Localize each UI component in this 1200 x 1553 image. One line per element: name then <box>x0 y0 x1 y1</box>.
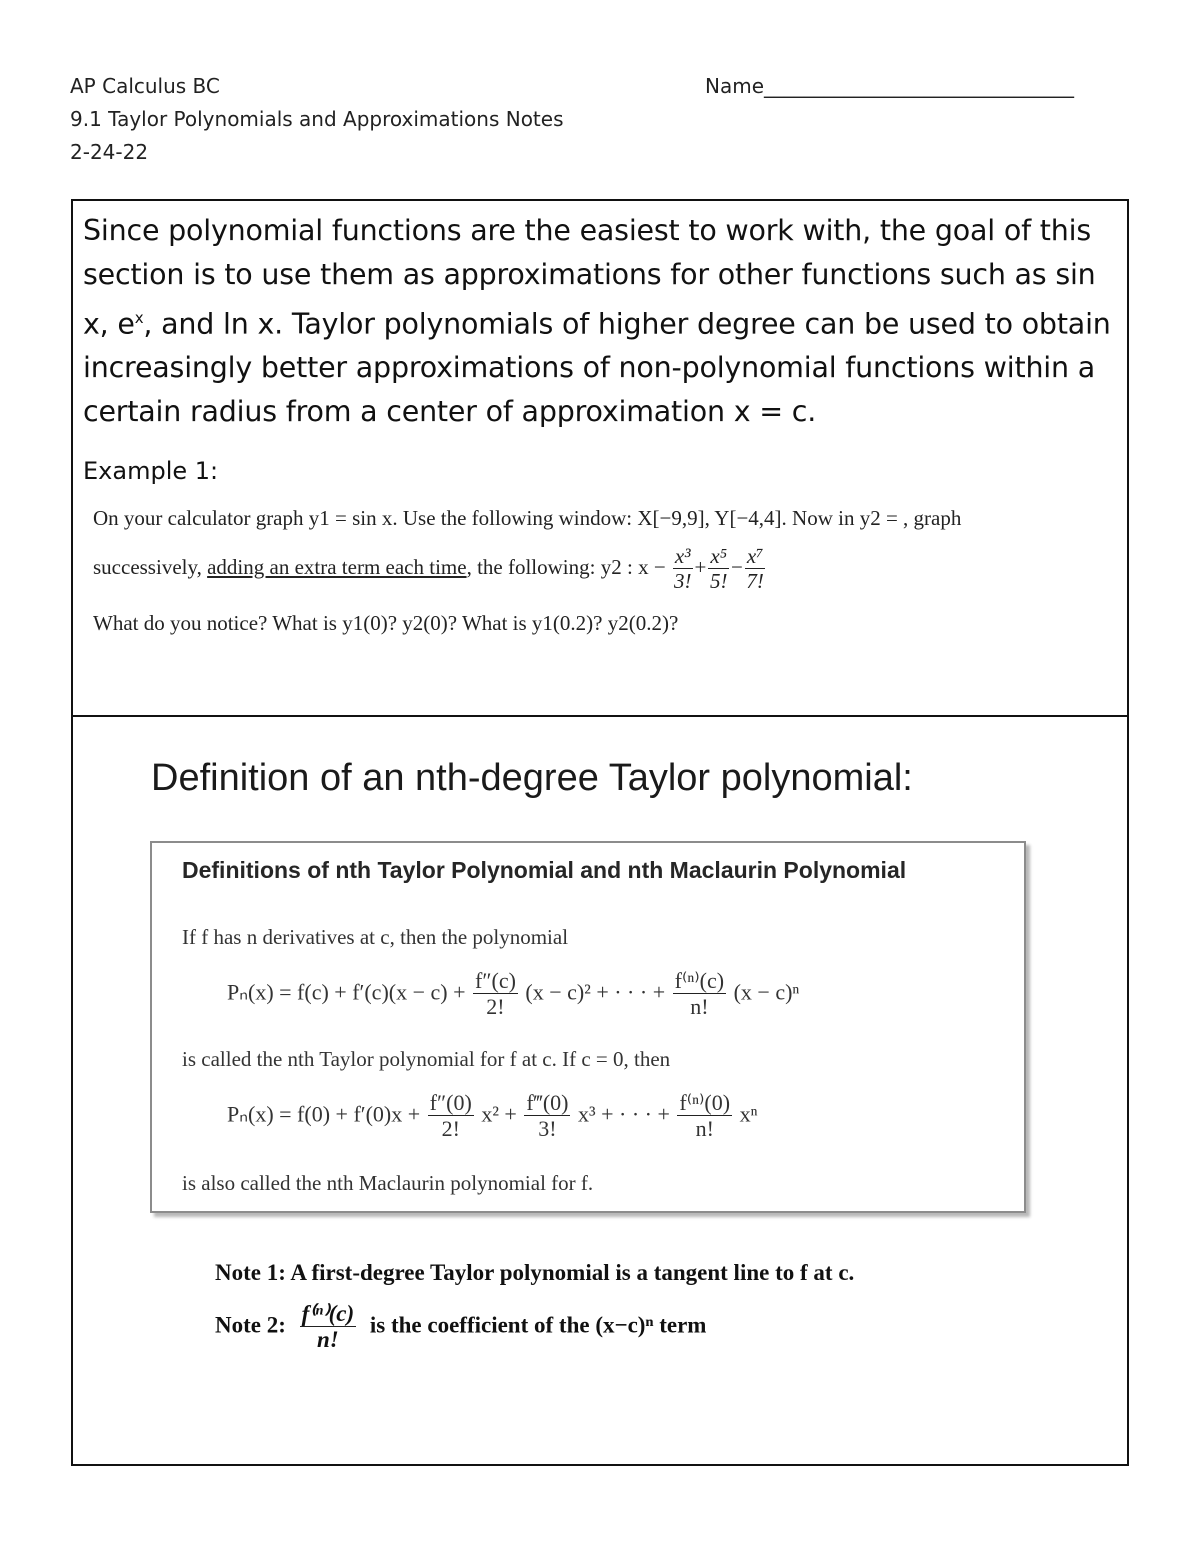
term-numerator: x⁵ <box>710 544 728 568</box>
definition-box <box>71 715 1129 1466</box>
example-line-3: What do you notice? What is y1(0)? y2(0)? What is y1(0.2)? y2(0.2)? <box>93 611 679 635</box>
definition-card-heading: Definitions of nth Taylor Polynomial and nth Maclaurin Polynomial <box>182 857 907 883</box>
definition-title: Definition of an nth-degree Taylor polynomial: <box>151 757 913 799</box>
term-denominator: 3! <box>673 569 692 594</box>
course-title: AP Calculus BC <box>70 74 220 98</box>
frac-denominator: n! <box>690 994 709 1020</box>
note-1: Note 1: A first-degree Taylor polynomial is a tangent line to f at c. <box>215 1260 855 1285</box>
term-operator: + <box>694 554 707 579</box>
term-numerator: x³ <box>674 544 691 568</box>
intro-text-part2: , and ln x. Taylor polynomials of higher degree can be used to obtain increasingly better approximations of non-polynomial functions within a certain radius from a center of approximation x = c. <box>83 307 1111 428</box>
name-field[interactable]: Name_______________________________ <box>705 74 1075 98</box>
intro-text-part1: Since polynomial functions are the easiest to work with, the goal of this section is to use them as approximations for other functions such as sin x, e <box>83 214 1096 341</box>
maclaurin-formula-end: xⁿ <box>739 1101 758 1127</box>
term-denominator: 7! <box>746 569 764 594</box>
intro-exponent: x <box>134 308 144 327</box>
note-2 <box>215 1301 706 1354</box>
example-label: Example 1: <box>83 457 219 485</box>
maclaurin-after-1: x² + <box>481 1101 517 1127</box>
frac-numerator: f⁽ⁿ⁾(0) <box>679 1090 731 1115</box>
frac-numerator: f‴(0) <box>526 1090 569 1115</box>
definition-intro-line: If f has n derivatives at c, then the polynomial <box>182 925 569 949</box>
frac-denominator: 2! <box>486 994 505 1020</box>
maclaurin-formula <box>227 1091 758 1141</box>
taylor-formula-start: Pₙ(x) = f(c) + f′(c)(x − c) + <box>227 979 466 1005</box>
example-line-2-prefix: successively, <box>93 554 208 579</box>
maclaurin-formula-start: Pₙ(x) = f(0) + f′(0)x + <box>227 1101 421 1127</box>
term-fraction <box>673 545 693 593</box>
term-fraction <box>745 545 766 593</box>
frac-denominator: 2! <box>441 1116 460 1142</box>
maclaurin-frac-n <box>677 1091 732 1141</box>
term-operator: − <box>731 554 743 579</box>
frac-numerator: f⁽ⁿ⁾(c) <box>674 968 725 993</box>
frac-numerator: f″(c) <box>475 968 516 993</box>
frac-denominator: 3! <box>538 1116 557 1142</box>
maclaurin-frac-3 <box>524 1091 570 1141</box>
maclaurin-frac-2 <box>428 1091 474 1141</box>
frac-numerator: f″(0) <box>429 1090 472 1115</box>
definition-also-line: is also called the nth Maclaurin polynomial for f. <box>182 1171 594 1195</box>
lesson-title: 9.1 Taylor Polynomials and Approximations Notes <box>70 107 564 131</box>
definition-called-line: is called the nth Taylor polynomial for f at c. If c = 0, then <box>182 1047 671 1071</box>
note-2-text: is the coefficient of the (x−c)ⁿ term <box>369 1312 707 1338</box>
taylor-formula-end: (x − c)ⁿ <box>733 979 800 1005</box>
example-line-2-suffix: , the following: y2 : x − <box>466 554 666 579</box>
term-numerator: x⁷ <box>746 544 764 568</box>
term-denominator: 5! <box>709 569 728 594</box>
taylor-frac-n <box>673 969 726 1019</box>
note-2-label: Note 2: <box>215 1312 286 1338</box>
frac-denominator: n! <box>317 1327 339 1353</box>
frac-denominator: n! <box>695 1116 714 1142</box>
date-label: 2-24-22 <box>70 140 149 164</box>
textbook-definition-card <box>150 841 1026 1213</box>
frac-numerator: f⁽ⁿ⁾(c) <box>301 1301 355 1326</box>
taylor-formula <box>227 969 799 1019</box>
example-underlined-phrase: adding an extra term each time <box>207 554 467 579</box>
example-line-1: On your calculator graph y1 = sin x. Use the following window: X[−9,9], Y[−4,4]. Now in y2 = , graph <box>93 506 962 530</box>
term-fraction <box>708 545 729 593</box>
example-line-2 <box>93 545 767 593</box>
note-2-fraction <box>300 1301 356 1354</box>
taylor-frac-2 <box>473 969 518 1019</box>
intro-paragraph <box>83 209 1123 433</box>
taylor-formula-middle: (x − c)² + · · · + <box>525 979 666 1005</box>
maclaurin-after-2: x³ + · · · + <box>577 1101 670 1127</box>
intro-box <box>71 199 1129 717</box>
